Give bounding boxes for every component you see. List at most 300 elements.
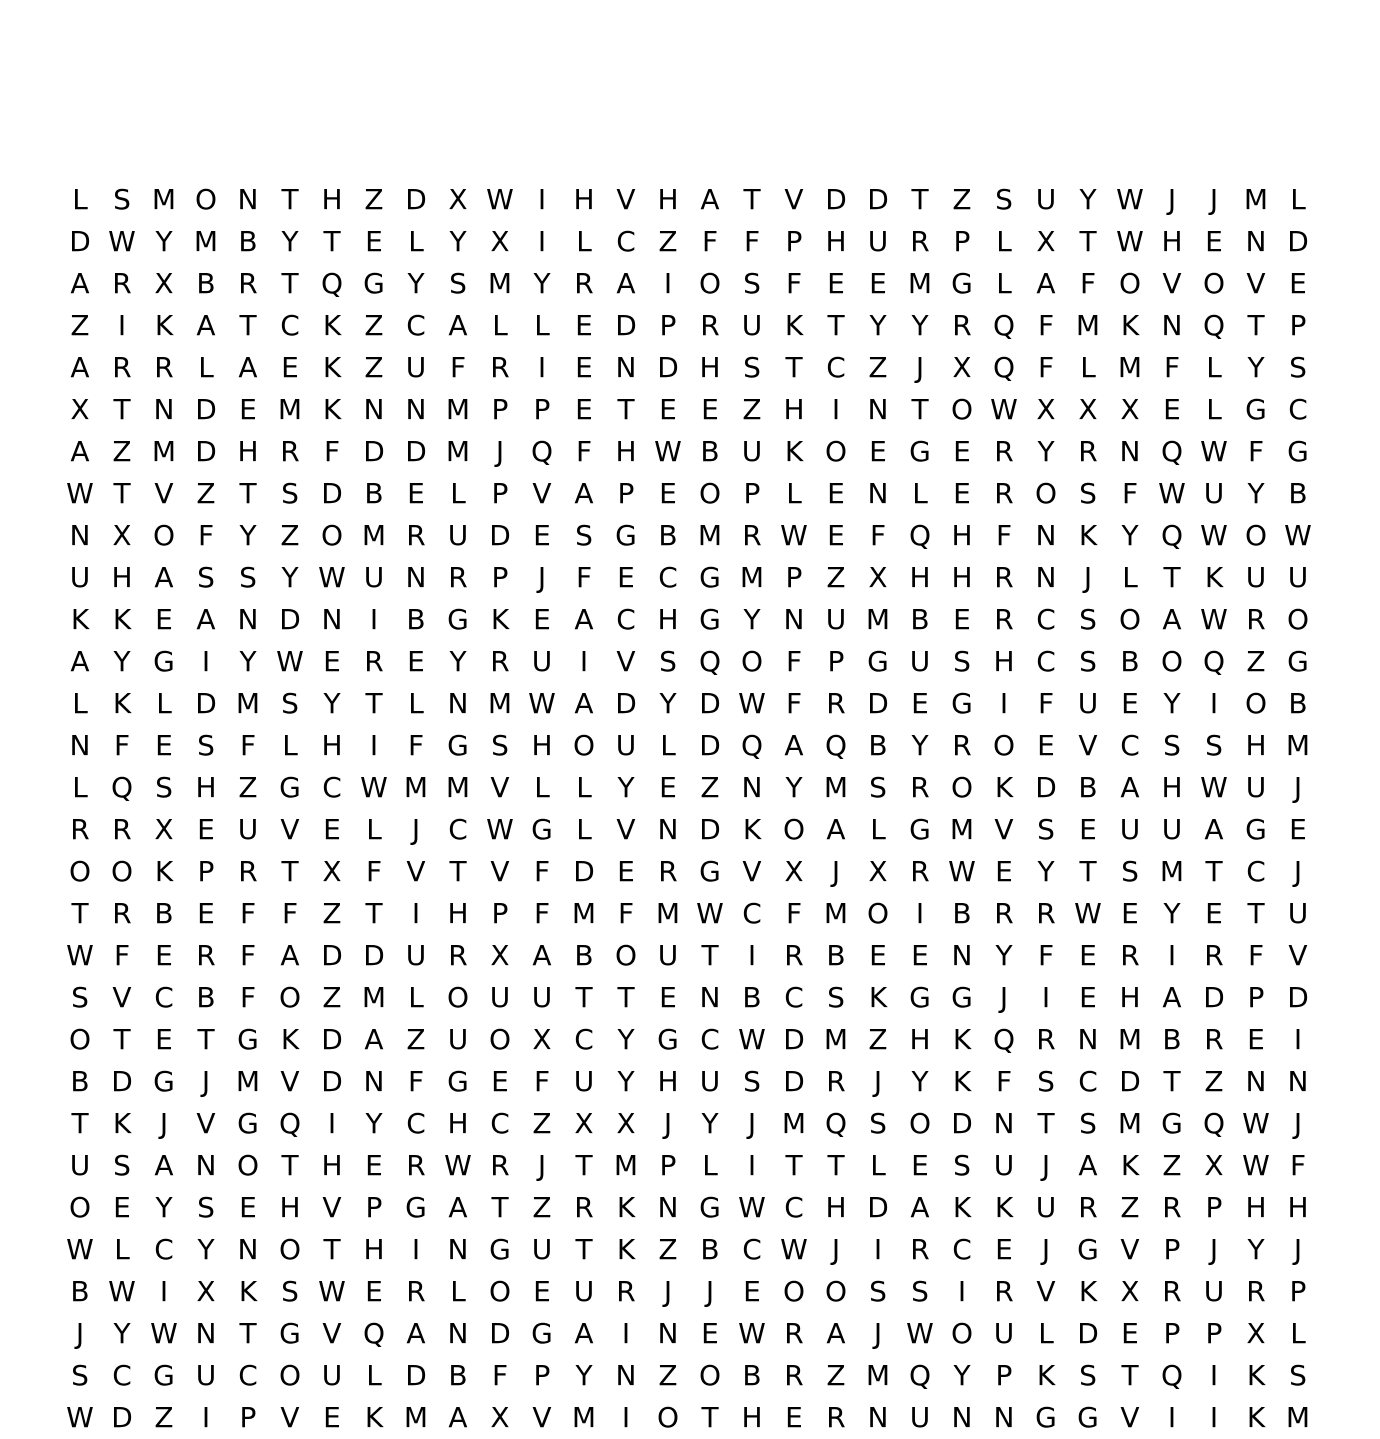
grid-cell-r1-c22[interactable]: L [996, 225, 1012, 258]
grid-cell-r18-c23[interactable]: F [1037, 939, 1055, 972]
grid-cell-r23-c17[interactable]: T [785, 1149, 803, 1182]
grid-cell-r23-c27[interactable]: X [1204, 1149, 1224, 1182]
grid-cell-r9-c11[interactable]: J [537, 561, 547, 594]
grid-cell-r23-c28[interactable]: W [1242, 1149, 1270, 1182]
grid-cell-r11-c24[interactable]: S [1079, 645, 1097, 678]
grid-cell-r11-c0[interactable]: A [70, 645, 90, 678]
grid-cell-r24-c3[interactable]: S [197, 1191, 215, 1224]
grid-cell-r10-c0[interactable]: K [70, 603, 90, 636]
grid-cell-r17-c8[interactable]: I [411, 897, 421, 930]
grid-cell-r11-c7[interactable]: R [364, 645, 384, 678]
grid-cell-r21-c6[interactable]: D [321, 1065, 343, 1098]
grid-cell-r25-c1[interactable]: L [114, 1233, 130, 1266]
grid-cell-r26-c1[interactable]: W [108, 1275, 136, 1308]
grid-cell-r8-c19[interactable]: F [869, 519, 887, 552]
grid-cell-r28-c9[interactable]: B [448, 1359, 468, 1392]
grid-cell-r8-c28[interactable]: O [1244, 519, 1268, 552]
grid-cell-r25-c13[interactable]: K [616, 1233, 636, 1266]
grid-cell-r5-c5[interactable]: M [277, 393, 303, 426]
grid-cell-r26-c27[interactable]: U [1203, 1275, 1225, 1308]
grid-cell-r20-c16[interactable]: W [738, 1023, 766, 1056]
grid-cell-r29-c2[interactable]: Z [154, 1401, 174, 1434]
grid-cell-r29-c21[interactable]: N [951, 1401, 973, 1434]
grid-cell-r22-c20[interactable]: O [908, 1107, 932, 1140]
grid-cell-r6-c13[interactable]: H [615, 435, 637, 468]
grid-cell-r29-c4[interactable]: P [239, 1401, 257, 1434]
grid-cell-r5-c7[interactable]: N [363, 393, 385, 426]
grid-cell-r26-c0[interactable]: B [70, 1275, 90, 1308]
grid-cell-r13-c27[interactable]: S [1205, 729, 1223, 762]
grid-cell-r12-c25[interactable]: E [1121, 687, 1139, 720]
grid-cell-r7-c7[interactable]: B [364, 477, 384, 510]
grid-cell-r16-c2[interactable]: K [154, 855, 174, 888]
grid-cell-r0-c28[interactable]: M [1243, 183, 1269, 216]
grid-cell-r8-c11[interactable]: E [533, 519, 551, 552]
grid-cell-r6-c23[interactable]: Y [1037, 435, 1055, 468]
grid-cell-r18-c11[interactable]: A [532, 939, 552, 972]
grid-cell-r21-c19[interactable]: J [873, 1065, 883, 1098]
grid-cell-r25-c9[interactable]: N [447, 1233, 469, 1266]
grid-cell-r17-c26[interactable]: Y [1163, 897, 1181, 930]
grid-cell-r13-c29[interactable]: M [1285, 729, 1311, 762]
grid-cell-r12-c22[interactable]: I [999, 687, 1009, 720]
grid-cell-r23-c29[interactable]: F [1289, 1149, 1307, 1182]
grid-cell-r8-c4[interactable]: Y [239, 519, 257, 552]
grid-cell-r1-c13[interactable]: C [616, 225, 636, 258]
grid-cell-r15-c15[interactable]: D [699, 813, 721, 846]
grid-cell-r23-c15[interactable]: L [702, 1149, 718, 1182]
grid-cell-r21-c13[interactable]: Y [617, 1065, 635, 1098]
grid-cell-r21-c18[interactable]: R [826, 1065, 846, 1098]
grid-cell-r28-c8[interactable]: D [405, 1359, 427, 1392]
grid-cell-r0-c3[interactable]: O [194, 183, 218, 216]
grid-cell-r13-c17[interactable]: A [784, 729, 804, 762]
grid-cell-r18-c28[interactable]: F [1247, 939, 1265, 972]
grid-cell-r22-c29[interactable]: J [1293, 1107, 1303, 1140]
grid-cell-r14-c23[interactable]: D [1035, 771, 1057, 804]
grid-cell-r26-c7[interactable]: E [365, 1275, 383, 1308]
grid-cell-r9-c5[interactable]: Y [281, 561, 299, 594]
grid-cell-r21-c26[interactable]: T [1163, 1065, 1181, 1098]
grid-cell-r22-c4[interactable]: G [237, 1107, 259, 1140]
grid-cell-r10-c17[interactable]: N [783, 603, 805, 636]
grid-cell-r27-c6[interactable]: V [322, 1317, 342, 1350]
grid-cell-r24-c11[interactable]: Z [532, 1191, 552, 1224]
grid-cell-r17-c28[interactable]: T [1247, 897, 1265, 930]
grid-cell-r22-c13[interactable]: X [616, 1107, 636, 1140]
grid-cell-r6-c29[interactable]: G [1287, 435, 1309, 468]
grid-cell-r1-c29[interactable]: D [1287, 225, 1309, 258]
grid-cell-r4-c14[interactable]: D [657, 351, 679, 384]
grid-cell-r7-c18[interactable]: E [827, 477, 845, 510]
grid-cell-r15-c21[interactable]: M [949, 813, 975, 846]
grid-cell-r21-c20[interactable]: Y [911, 1065, 929, 1098]
grid-cell-r13-c6[interactable]: H [321, 729, 343, 762]
grid-cell-r20-c27[interactable]: R [1204, 1023, 1224, 1056]
grid-cell-r4-c29[interactable]: S [1289, 351, 1307, 384]
grid-cell-r17-c17[interactable]: F [785, 897, 803, 930]
grid-cell-r8-c3[interactable]: F [197, 519, 215, 552]
grid-cell-r11-c13[interactable]: V [616, 645, 636, 678]
grid-cell-r16-c5[interactable]: T [281, 855, 299, 888]
grid-cell-r29-c11[interactable]: V [532, 1401, 552, 1434]
grid-cell-r16-c6[interactable]: X [322, 855, 342, 888]
grid-cell-r20-c14[interactable]: G [657, 1023, 679, 1056]
grid-cell-r12-c29[interactable]: B [1288, 687, 1308, 720]
grid-cell-r5-c10[interactable]: P [491, 393, 509, 426]
grid-cell-r17-c6[interactable]: Z [322, 897, 342, 930]
grid-cell-r11-c12[interactable]: I [579, 645, 589, 678]
grid-cell-r29-c20[interactable]: U [909, 1401, 931, 1434]
grid-cell-r23-c4[interactable]: O [236, 1149, 260, 1182]
grid-cell-r18-c24[interactable]: E [1079, 939, 1097, 972]
grid-cell-r12-c11[interactable]: W [528, 687, 556, 720]
grid-cell-r9-c12[interactable]: F [575, 561, 593, 594]
grid-cell-r24-c14[interactable]: N [657, 1191, 679, 1224]
grid-cell-r3-c9[interactable]: A [448, 309, 468, 342]
grid-cell-r15-c8[interactable]: J [411, 813, 421, 846]
grid-cell-r20-c25[interactable]: M [1117, 1023, 1143, 1056]
grid-cell-r13-c19[interactable]: B [868, 729, 888, 762]
grid-cell-r23-c6[interactable]: H [321, 1149, 343, 1182]
grid-cell-r4-c8[interactable]: U [405, 351, 427, 384]
grid-cell-r12-c15[interactable]: D [699, 687, 721, 720]
grid-cell-r7-c5[interactable]: S [281, 477, 299, 510]
grid-cell-r25-c20[interactable]: R [910, 1233, 930, 1266]
grid-cell-r18-c16[interactable]: I [747, 939, 757, 972]
grid-cell-r28-c5[interactable]: O [278, 1359, 302, 1392]
grid-cell-r20-c29[interactable]: I [1293, 1023, 1303, 1056]
grid-cell-r1-c23[interactable]: X [1036, 225, 1056, 258]
grid-cell-r18-c8[interactable]: U [405, 939, 427, 972]
grid-cell-r0-c23[interactable]: U [1035, 183, 1057, 216]
grid-cell-r23-c8[interactable]: R [406, 1149, 426, 1182]
grid-cell-r11-c27[interactable]: Q [1202, 645, 1226, 678]
grid-cell-r18-c4[interactable]: F [239, 939, 257, 972]
grid-cell-r14-c24[interactable]: B [1078, 771, 1098, 804]
grid-cell-r14-c18[interactable]: M [823, 771, 849, 804]
grid-cell-r14-c7[interactable]: W [360, 771, 388, 804]
grid-cell-r18-c15[interactable]: T [701, 939, 719, 972]
grid-cell-r0-c10[interactable]: W [486, 183, 514, 216]
grid-cell-r2-c19[interactable]: E [869, 267, 887, 300]
grid-cell-r2-c4[interactable]: R [238, 267, 258, 300]
grid-cell-r4-c26[interactable]: F [1163, 351, 1181, 384]
grid-cell-r5-c21[interactable]: O [950, 393, 974, 426]
grid-cell-r14-c26[interactable]: H [1161, 771, 1183, 804]
grid-cell-r19-c2[interactable]: C [154, 981, 174, 1014]
grid-cell-r15-c23[interactable]: S [1037, 813, 1055, 846]
grid-cell-r23-c0[interactable]: U [69, 1149, 91, 1182]
grid-cell-r9-c17[interactable]: P [785, 561, 803, 594]
grid-cell-r4-c12[interactable]: E [575, 351, 593, 384]
grid-cell-r29-c12[interactable]: M [571, 1401, 597, 1434]
grid-cell-r3-c19[interactable]: Y [869, 309, 887, 342]
grid-cell-r6-c22[interactable]: R [994, 435, 1014, 468]
grid-cell-r5-c15[interactable]: E [701, 393, 719, 426]
grid-cell-r20-c5[interactable]: K [280, 1023, 300, 1056]
grid-cell-r24-c18[interactable]: H [825, 1191, 847, 1224]
grid-cell-r5-c22[interactable]: W [990, 393, 1018, 426]
grid-cell-r11-c10[interactable]: R [490, 645, 510, 678]
grid-cell-r18-c2[interactable]: E [155, 939, 173, 972]
grid-cell-r28-c24[interactable]: S [1079, 1359, 1097, 1392]
grid-cell-r1-c20[interactable]: R [910, 225, 930, 258]
grid-cell-r27-c14[interactable]: N [657, 1317, 679, 1350]
grid-cell-r13-c21[interactable]: R [952, 729, 972, 762]
grid-cell-r23-c25[interactable]: K [1120, 1149, 1140, 1182]
grid-cell-r22-c22[interactable]: N [993, 1107, 1015, 1140]
grid-cell-r5-c4[interactable]: E [239, 393, 257, 426]
grid-cell-r15-c3[interactable]: E [197, 813, 215, 846]
grid-cell-r11-c14[interactable]: S [659, 645, 677, 678]
grid-cell-r18-c3[interactable]: R [196, 939, 216, 972]
grid-cell-r16-c4[interactable]: R [238, 855, 258, 888]
grid-cell-r25-c15[interactable]: B [700, 1233, 720, 1266]
grid-cell-r19-c13[interactable]: T [617, 981, 635, 1014]
grid-cell-r18-c10[interactable]: X [490, 939, 510, 972]
grid-cell-r9-c28[interactable]: U [1245, 561, 1267, 594]
grid-cell-r16-c21[interactable]: W [948, 855, 976, 888]
grid-cell-r7-c14[interactable]: E [659, 477, 677, 510]
grid-cell-r12-c26[interactable]: Y [1163, 687, 1181, 720]
grid-cell-r1-c9[interactable]: Y [449, 225, 467, 258]
grid-cell-r16-c29[interactable]: J [1293, 855, 1303, 888]
grid-cell-r19-c10[interactable]: U [489, 981, 511, 1014]
grid-cell-r11-c8[interactable]: E [407, 645, 425, 678]
grid-cell-r18-c25[interactable]: R [1120, 939, 1140, 972]
grid-cell-r18-c17[interactable]: R [784, 939, 804, 972]
grid-cell-r2-c1[interactable]: R [112, 267, 132, 300]
grid-cell-r4-c17[interactable]: T [785, 351, 803, 384]
grid-cell-r27-c24[interactable]: D [1077, 1317, 1099, 1350]
grid-cell-r23-c23[interactable]: J [1041, 1149, 1051, 1182]
grid-cell-r28-c11[interactable]: P [533, 1359, 551, 1392]
grid-cell-r1-c21[interactable]: P [953, 225, 971, 258]
grid-cell-r16-c11[interactable]: F [533, 855, 551, 888]
grid-cell-r5-c9[interactable]: M [445, 393, 471, 426]
grid-cell-r4-c13[interactable]: N [615, 351, 637, 384]
grid-cell-r4-c15[interactable]: H [699, 351, 721, 384]
grid-cell-r3-c10[interactable]: L [492, 309, 508, 342]
grid-cell-r0-c6[interactable]: H [321, 183, 343, 216]
grid-cell-r2-c17[interactable]: F [785, 267, 803, 300]
grid-cell-r26-c28[interactable]: R [1246, 1275, 1266, 1308]
grid-cell-r16-c23[interactable]: Y [1037, 855, 1055, 888]
grid-cell-r17-c3[interactable]: E [197, 897, 215, 930]
grid-cell-r24-c5[interactable]: H [279, 1191, 301, 1224]
grid-cell-r24-c2[interactable]: Y [155, 1191, 173, 1224]
grid-cell-r25-c22[interactable]: E [995, 1233, 1013, 1266]
grid-cell-r19-c9[interactable]: O [446, 981, 470, 1014]
grid-cell-r5-c20[interactable]: T [911, 393, 929, 426]
grid-cell-r17-c15[interactable]: W [696, 897, 724, 930]
grid-cell-r8-c24[interactable]: K [1078, 519, 1098, 552]
grid-cell-r14-c3[interactable]: H [195, 771, 217, 804]
grid-cell-r12-c1[interactable]: K [112, 687, 132, 720]
grid-cell-r0-c27[interactable]: J [1209, 183, 1219, 216]
grid-cell-r0-c5[interactable]: T [281, 183, 299, 216]
grid-cell-r24-c29[interactable]: H [1287, 1191, 1309, 1224]
grid-cell-r21-c28[interactable]: N [1245, 1065, 1267, 1098]
grid-cell-r18-c12[interactable]: B [574, 939, 594, 972]
grid-cell-r12-c18[interactable]: R [826, 687, 846, 720]
grid-cell-r19-c28[interactable]: P [1247, 981, 1265, 1014]
grid-cell-r11-c28[interactable]: Z [1246, 645, 1266, 678]
grid-cell-r9-c10[interactable]: P [491, 561, 509, 594]
grid-cell-r13-c12[interactable]: O [572, 729, 596, 762]
grid-cell-r23-c12[interactable]: T [575, 1149, 593, 1182]
grid-cell-r24-c25[interactable]: Z [1120, 1191, 1140, 1224]
grid-cell-r27-c17[interactable]: R [784, 1317, 804, 1350]
grid-cell-r11-c9[interactable]: Y [449, 645, 467, 678]
grid-cell-r13-c11[interactable]: H [531, 729, 553, 762]
grid-cell-r17-c2[interactable]: B [154, 897, 174, 930]
grid-cell-r13-c28[interactable]: H [1245, 729, 1267, 762]
grid-cell-r17-c21[interactable]: B [952, 897, 972, 930]
grid-cell-r27-c15[interactable]: E [701, 1317, 719, 1350]
grid-cell-r24-c24[interactable]: R [1078, 1191, 1098, 1224]
grid-cell-r3-c4[interactable]: T [239, 309, 257, 342]
grid-cell-r12-c9[interactable]: N [447, 687, 469, 720]
grid-cell-r3-c23[interactable]: F [1037, 309, 1055, 342]
grid-cell-r26-c21[interactable]: I [957, 1275, 967, 1308]
grid-cell-r27-c9[interactable]: N [447, 1317, 469, 1350]
grid-cell-r2-c12[interactable]: R [574, 267, 594, 300]
grid-cell-r24-c10[interactable]: T [491, 1191, 509, 1224]
grid-cell-r26-c2[interactable]: I [159, 1275, 169, 1308]
grid-cell-r17-c19[interactable]: O [866, 897, 890, 930]
grid-cell-r6-c19[interactable]: E [869, 435, 887, 468]
grid-cell-r6-c15[interactable]: B [700, 435, 720, 468]
grid-cell-r4-c18[interactable]: C [826, 351, 846, 384]
grid-cell-r20-c26[interactable]: B [1162, 1023, 1182, 1056]
grid-cell-r25-c2[interactable]: C [154, 1233, 174, 1266]
grid-cell-r5-c8[interactable]: N [405, 393, 427, 426]
grid-cell-r7-c0[interactable]: W [66, 477, 94, 510]
grid-cell-r25-c25[interactable]: V [1120, 1233, 1140, 1266]
grid-cell-r14-c6[interactable]: C [322, 771, 342, 804]
grid-cell-r6-c12[interactable]: F [575, 435, 593, 468]
grid-cell-r19-c17[interactable]: C [784, 981, 804, 1014]
grid-cell-r13-c15[interactable]: D [699, 729, 721, 762]
grid-cell-r1-c11[interactable]: I [537, 225, 547, 258]
grid-cell-r7-c22[interactable]: R [994, 477, 1014, 510]
grid-cell-r8-c9[interactable]: U [447, 519, 469, 552]
grid-cell-r20-c18[interactable]: M [823, 1023, 849, 1056]
grid-cell-r3-c16[interactable]: U [741, 309, 763, 342]
grid-cell-r1-c4[interactable]: B [238, 225, 258, 258]
grid-cell-r26-c19[interactable]: S [869, 1275, 887, 1308]
grid-cell-r17-c14[interactable]: M [655, 897, 681, 930]
grid-cell-r3-c27[interactable]: Q [1202, 309, 1226, 342]
grid-cell-r8-c26[interactable]: Q [1160, 519, 1184, 552]
grid-cell-r9-c0[interactable]: U [69, 561, 91, 594]
grid-cell-r22-c11[interactable]: Z [532, 1107, 552, 1140]
grid-cell-r8-c2[interactable]: O [152, 519, 176, 552]
grid-cell-r24-c15[interactable]: G [699, 1191, 721, 1224]
grid-cell-r25-c6[interactable]: T [323, 1233, 341, 1266]
grid-cell-r27-c23[interactable]: L [1038, 1317, 1054, 1350]
grid-cell-r26-c8[interactable]: R [406, 1275, 426, 1308]
grid-cell-r16-c25[interactable]: S [1121, 855, 1139, 888]
grid-cell-r27-c10[interactable]: D [489, 1317, 511, 1350]
grid-cell-r0-c20[interactable]: T [911, 183, 929, 216]
grid-cell-r19-c4[interactable]: F [239, 981, 257, 1014]
grid-cell-r23-c13[interactable]: M [613, 1149, 639, 1182]
grid-cell-r5-c6[interactable]: K [322, 393, 342, 426]
grid-cell-r22-c3[interactable]: V [196, 1107, 216, 1140]
grid-cell-r21-c4[interactable]: M [235, 1065, 261, 1098]
grid-cell-r19-c12[interactable]: T [575, 981, 593, 1014]
grid-cell-r5-c28[interactable]: G [1245, 393, 1267, 426]
grid-cell-r16-c0[interactable]: O [68, 855, 92, 888]
grid-cell-r9-c14[interactable]: C [658, 561, 678, 594]
grid-cell-r12-c4[interactable]: M [235, 687, 261, 720]
grid-cell-r0-c22[interactable]: S [995, 183, 1013, 216]
grid-cell-r25-c10[interactable]: G [489, 1233, 511, 1266]
grid-cell-r26-c4[interactable]: K [238, 1275, 258, 1308]
grid-cell-r28-c14[interactable]: Z [658, 1359, 678, 1392]
grid-cell-r10-c16[interactable]: Y [743, 603, 761, 636]
grid-cell-r13-c7[interactable]: I [369, 729, 379, 762]
grid-cell-r12-c28[interactable]: O [1244, 687, 1268, 720]
grid-cell-r5-c29[interactable]: C [1288, 393, 1308, 426]
grid-cell-r26-c26[interactable]: R [1162, 1275, 1182, 1308]
grid-cell-r29-c28[interactable]: K [1246, 1401, 1266, 1434]
grid-cell-r2-c7[interactable]: G [363, 267, 385, 300]
grid-cell-r3-c3[interactable]: A [196, 309, 216, 342]
grid-cell-r25-c29[interactable]: J [1293, 1233, 1303, 1266]
grid-cell-r0-c21[interactable]: Z [952, 183, 972, 216]
grid-cell-r20-c15[interactable]: C [700, 1023, 720, 1056]
grid-cell-r14-c17[interactable]: Y [785, 771, 803, 804]
grid-cell-r22-c24[interactable]: S [1079, 1107, 1097, 1140]
grid-cell-r21-c29[interactable]: N [1287, 1065, 1309, 1098]
grid-cell-r5-c1[interactable]: T [113, 393, 131, 426]
grid-cell-r6-c26[interactable]: Q [1160, 435, 1184, 468]
grid-cell-r27-c27[interactable]: P [1205, 1317, 1223, 1350]
grid-cell-r2-c23[interactable]: A [1036, 267, 1056, 300]
grid-cell-r0-c25[interactable]: W [1116, 183, 1144, 216]
grid-cell-r7-c9[interactable]: L [450, 477, 466, 510]
grid-cell-r0-c7[interactable]: Z [364, 183, 384, 216]
grid-cell-r9-c27[interactable]: K [1204, 561, 1224, 594]
grid-cell-r13-c24[interactable]: V [1078, 729, 1098, 762]
grid-cell-r24-c17[interactable]: C [784, 1191, 804, 1224]
grid-cell-r14-c27[interactable]: W [1200, 771, 1228, 804]
grid-cell-r20-c24[interactable]: N [1077, 1023, 1099, 1056]
grid-cell-r6-c6[interactable]: F [323, 435, 341, 468]
grid-cell-r9-c1[interactable]: H [111, 561, 133, 594]
grid-cell-r2-c5[interactable]: T [281, 267, 299, 300]
grid-cell-r10-c22[interactable]: R [994, 603, 1014, 636]
grid-cell-r18-c9[interactable]: R [448, 939, 468, 972]
grid-cell-r3-c25[interactable]: K [1120, 309, 1140, 342]
grid-cell-r29-c18[interactable]: R [826, 1401, 846, 1434]
grid-cell-r8-c27[interactable]: W [1200, 519, 1228, 552]
grid-cell-r12-c3[interactable]: D [195, 687, 217, 720]
grid-cell-r12-c0[interactable]: L [72, 687, 88, 720]
grid-cell-r20-c6[interactable]: D [321, 1023, 343, 1056]
grid-cell-r17-c16[interactable]: C [742, 897, 762, 930]
grid-cell-r27-c18[interactable]: A [826, 1317, 846, 1350]
grid-cell-r21-c22[interactable]: F [995, 1065, 1013, 1098]
grid-cell-r12-c16[interactable]: W [738, 687, 766, 720]
grid-cell-r3-c21[interactable]: R [952, 309, 972, 342]
grid-cell-r16-c19[interactable]: X [868, 855, 888, 888]
grid-cell-r28-c4[interactable]: C [238, 1359, 258, 1392]
